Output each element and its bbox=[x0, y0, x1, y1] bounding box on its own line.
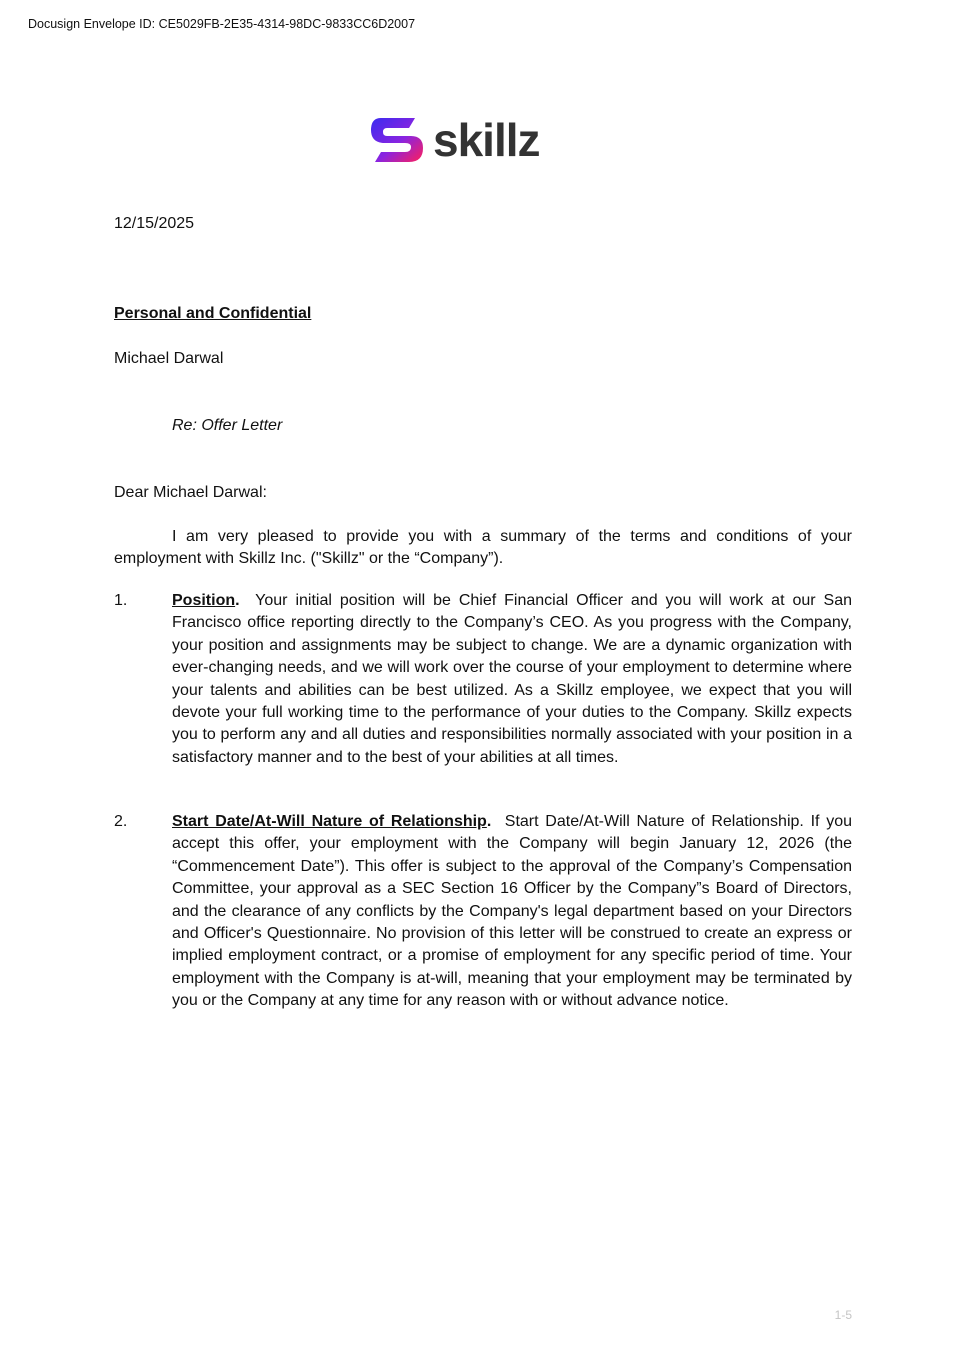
list-item-body bbox=[172, 590, 852, 769]
list-item-number: 1. bbox=[114, 592, 128, 609]
re-line: Re: Offer Letter bbox=[172, 417, 283, 434]
list-item-text: Start Date/At-Will Nature of Relationship. If you accept this offer, your employment with the Company will begin January 12, 2026 (the “Commencement Date”). This offer is subject to the approval of the Company’s Compensation Committee, your approval as a SEC Section 16 Officer by the Company”s Board of Directors, and the clearance of any conflicts by the Company's legal department based on your Directors and Officer's Questionnaire. No provision of this letter will be construed to create an express or implied employment contract, or a promise of employment for any specific period of time. Your employment with the Company is at-will, meaning that your employment may be terminated by you or the Company at any time for any reason with or without advance notice. bbox=[172, 813, 853, 1010]
list-item-number: 2. bbox=[114, 813, 128, 830]
page-number: 1-5 bbox=[834, 1308, 852, 1322]
skillz-logo bbox=[371, 116, 597, 164]
letter-date: 12/15/2025 bbox=[114, 215, 195, 232]
confidential-heading: Personal and Confidential bbox=[114, 305, 312, 322]
list-item-text: Your initial position will be Chief Financial Officer and you will work at our San Francisco office reporting directly to the Company’s CEO. As you progress with the Company, your position and assignments may be subject to change. We are a dynamic organization with ever-changing needs, and we will work over the course of your employment to determine where your talents and abilities can be best utilized. As a Skillz employee, we expect that you will devote your full working time to the performance of your duties to the Company. Skillz expects you to perform any and all duties and responsibilities normally associated with your position in a satisfactory manner and to the best of your abilities at all times. bbox=[172, 592, 852, 766]
list-item-heading: Start Date/At-Will Nature of Relationship bbox=[172, 813, 487, 830]
skillz-wordmark: skillz bbox=[433, 116, 540, 164]
docusign-envelope-id: Docusign Envelope ID: CE5029FB-2E35-4314-98DC-9833CC6D2007 bbox=[28, 17, 416, 31]
intro-paragraph: I am very pleased to provide you with a summary of the terms and conditions of your employment with Skillz Inc. ("Skillz" or the “Company”). bbox=[114, 528, 852, 568]
salutation: Dear Michael Darwal: bbox=[114, 484, 267, 501]
list-item-position bbox=[114, 590, 852, 769]
list-item-heading-period: . bbox=[486, 813, 492, 830]
list-item-heading-period: . bbox=[235, 592, 240, 609]
list-item-body bbox=[172, 811, 852, 1013]
skillz-logo-graphic bbox=[371, 116, 597, 164]
list-item-start-date bbox=[114, 811, 852, 1013]
recipient-name: Michael Darwal bbox=[114, 350, 224, 367]
list-item-heading: Position bbox=[172, 592, 236, 609]
